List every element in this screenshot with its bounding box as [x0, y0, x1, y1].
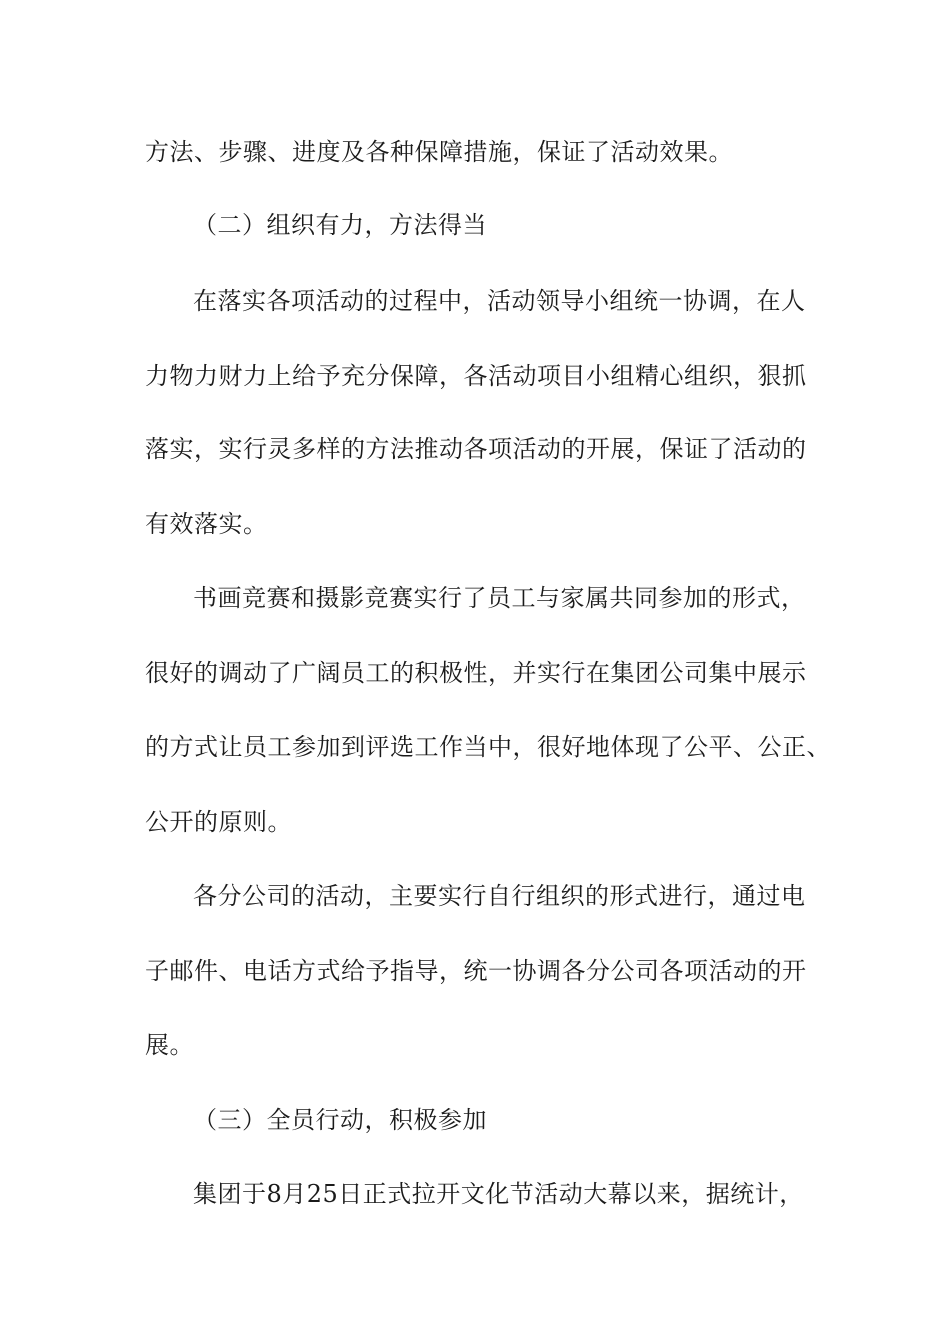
paragraph-line: 很好的调动了广阔员工的积极性，并实行在集团公司集中展示	[145, 659, 807, 687]
section-heading-2: （二）组织有力，方法得当	[193, 211, 487, 239]
paragraph-line: 公开的原则。	[145, 808, 292, 836]
paragraph-line: 子邮件、电话方式给予指导，统一协调各分公司各项活动的开	[145, 957, 807, 985]
paragraph-line: 展。	[145, 1031, 194, 1059]
paragraph-line: 集团于8月25日正式拉开文化节活动大幕以来，据统计，	[193, 1180, 804, 1208]
paragraph-line: 的方式让员工参加到评选工作当中，很好地体现了公平、公正、	[145, 733, 831, 761]
paragraph-line: 各分公司的活动，主要实行自行组织的形式进行，通过电	[193, 882, 806, 910]
paragraph-line: 在落实各项活动的过程中，活动领导小组统一协调，在人	[193, 287, 806, 315]
paragraph-line: 有效落实。	[145, 510, 268, 538]
section-heading-3: （三）全员行动，积极参加	[193, 1106, 487, 1134]
paragraph-line: 力物力财力上给予充分保障，各活动项目小组精心组织，狠抓	[145, 362, 807, 390]
paragraph-line: 落实，实行灵多样的方法推动各项活动的开展，保证了活动的	[145, 435, 807, 463]
paragraph-line: 书画竞赛和摄影竞赛实行了员工与家属共同参加的形式，	[193, 584, 806, 612]
paragraph-line: 方法、步骤、进度及各种保障措施，保证了活动效果。	[145, 138, 733, 166]
